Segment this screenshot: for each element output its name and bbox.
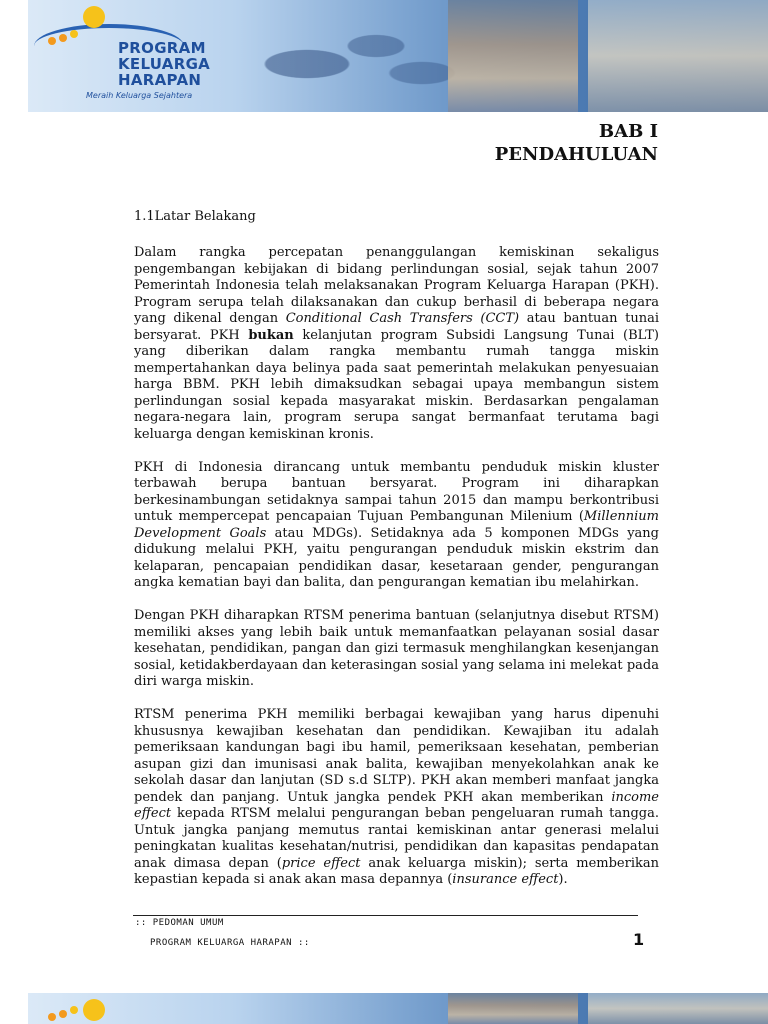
banner-photo-family [448, 993, 578, 1024]
logo-dot-icon [59, 1010, 67, 1018]
logo-line-1: PROGRAM [118, 39, 206, 57]
indonesia-map-graphic [238, 1003, 468, 1024]
footer-line-2: PROGRAM KELUARGA HARAPAN :: [150, 938, 310, 948]
logo-wordmark [118, 40, 210, 88]
paragraph-4 [134, 707, 659, 889]
section-heading: 1.1Latar Belakang [134, 209, 256, 224]
paragraph-1 [134, 245, 659, 443]
p1-cct-term: Conditional Cash Transfers (CCT) [285, 311, 520, 326]
p1-bukan-emphasis: bukan [248, 327, 294, 343]
logo-dot-icon [70, 1006, 78, 1014]
p2-text-c: atau MDGs). Setidaknya ada 5 komponen MDGs yang didukung melalui PKH, yaitu pengurangan penduduk miskin ekstrim dan kelaparan, pencapaian pendidikan dasar, kesetaraan gender, pengurangan angka kematian bayi dan balita, dan pengurangan kematian ibu melahirkan. [134, 525, 659, 590]
p2-text-a: PKH di Indonesia dirancang untuk membantu penduduk miskin kluster terbawah berupa bantuan bersyarat. Program ini diharapkan berkesinambungan setidaknya sampai tahun 2015 dan mampu berkontribusi untuk mempercepat pencapaian Tujuan Pembangunan Milenium ( [134, 459, 659, 524]
p4-insurance-effect-term: insurance effect [452, 872, 559, 887]
logo-dot-icon [70, 30, 78, 38]
banner-photo-classroom [588, 993, 768, 1024]
logo-sun-icon [83, 999, 105, 1021]
logo-sun-icon [83, 6, 105, 28]
header-banner [28, 0, 768, 112]
p4-price-effect-term: price effect [281, 855, 361, 871]
banner-photo-family [448, 0, 578, 112]
p4-text-c: kepada RTSM melalui pengurangan beban pengeluaran rumah tangga. Untuk jangka panjang memutus rantai kemiskinan antar generasi melalui peningkatan kualitas kesehatan/nutrisi, pendidikan dan kapasitas pendapatan anak dimasa depan ( [134, 806, 659, 871]
p4-text-e: anak keluarga miskin); serta memberikan kepastian kepada si anak akan masa depannya ( [134, 855, 660, 887]
logo-dot-icon [48, 37, 56, 45]
banner-photo-classroom [588, 0, 768, 112]
logo-line-2: KELUARGA [118, 55, 211, 73]
footer-banner [28, 993, 768, 1024]
chapter-number: BAB I [598, 121, 658, 142]
logo-dot-icon [48, 1013, 56, 1021]
p1-text-c: atau bantuan tunai bersyarat. PKH [134, 311, 660, 343]
p1-text-e: kelanjutan program Subsidi Langsung Tunai (BLT) yang diberikan dalam rangka membantu rumah tangga miskin mempertahankan daya belinya pada saat pemerintah melakukan penyesuaian harga BBM. PKH lebih dimaksudkan sebagai upaya membangun sistem perlindungan sosial kepada masyarakat miskin. Berdasarkan pengalaman negara-negara lain, program serupa sangat bermanfaat terutama bagi keluarga dengan kemiskinan kronis. [134, 327, 659, 442]
body-text [134, 245, 659, 905]
indonesia-map-graphic [238, 10, 468, 100]
paragraph-3: Dengan PKH diharapkan RTSM penerima bantuan (selanjutnya disebut RTSM) memiliki akses yang lebih baik untuk memanfaatkan pelayanan sosial dasar kesehatan, pendidikan, pangan dan gizi termasuk menghilangkan kesenjangan sosial, ketidakberdayaan dan keterasingan sosial yang selama ini melekat pada diri warga miskin. [134, 608, 659, 689]
logo-tagline: Meraih Keluarga Sejahtera [86, 91, 193, 100]
paragraph-2 [134, 460, 659, 592]
p1-text-a: Dalam rangka percepatan penanggulangan kemiskinan sekaligus pengembangan kebijakan di bidang perlindungan sosial, sejak tahun 2007 Pemerintah Indonesia telah melaksanakan Program Keluarga Harapan (PKH). Program serupa telah dilaksanakan dan cukup berhasil di beberapa negara yang dikenal dengan [134, 245, 659, 326]
logo-line-3: HARAPAN [118, 71, 202, 89]
footer-line-1: :: PEDOMAN UMUM [135, 918, 224, 928]
p4-text-g: ). [558, 872, 568, 887]
logo-dot-icon [59, 34, 67, 42]
p4-text-a: RTSM penerima PKH memiliki berbagai kewajiban yang harus dipenuhi khususnya kewajiban kesehatan dan pendidikan. Kewajiban itu adalah pemeriksaan kandungan bagi ibu hamil, pemeriksaan kesehatan, pemberian asupan gizi dan imunisasi anak balita, kewajiban menyekolahkan anak ke sekolah dasar dan lanjutan (SD s.d SLTP). PKH akan memberi manfaat jangka pendek dan panjang. Untuk jangka pendek PKH akan memberikan [134, 707, 659, 805]
chapter-title: PENDAHULUAN [494, 144, 658, 165]
page-number: 1 [633, 930, 645, 949]
chapter-heading [495, 120, 658, 166]
p4-income-effect-term: income effect [134, 789, 659, 821]
footer-divider [133, 915, 638, 916]
p2-mdg-term: Millennium Development Goals [134, 509, 659, 541]
